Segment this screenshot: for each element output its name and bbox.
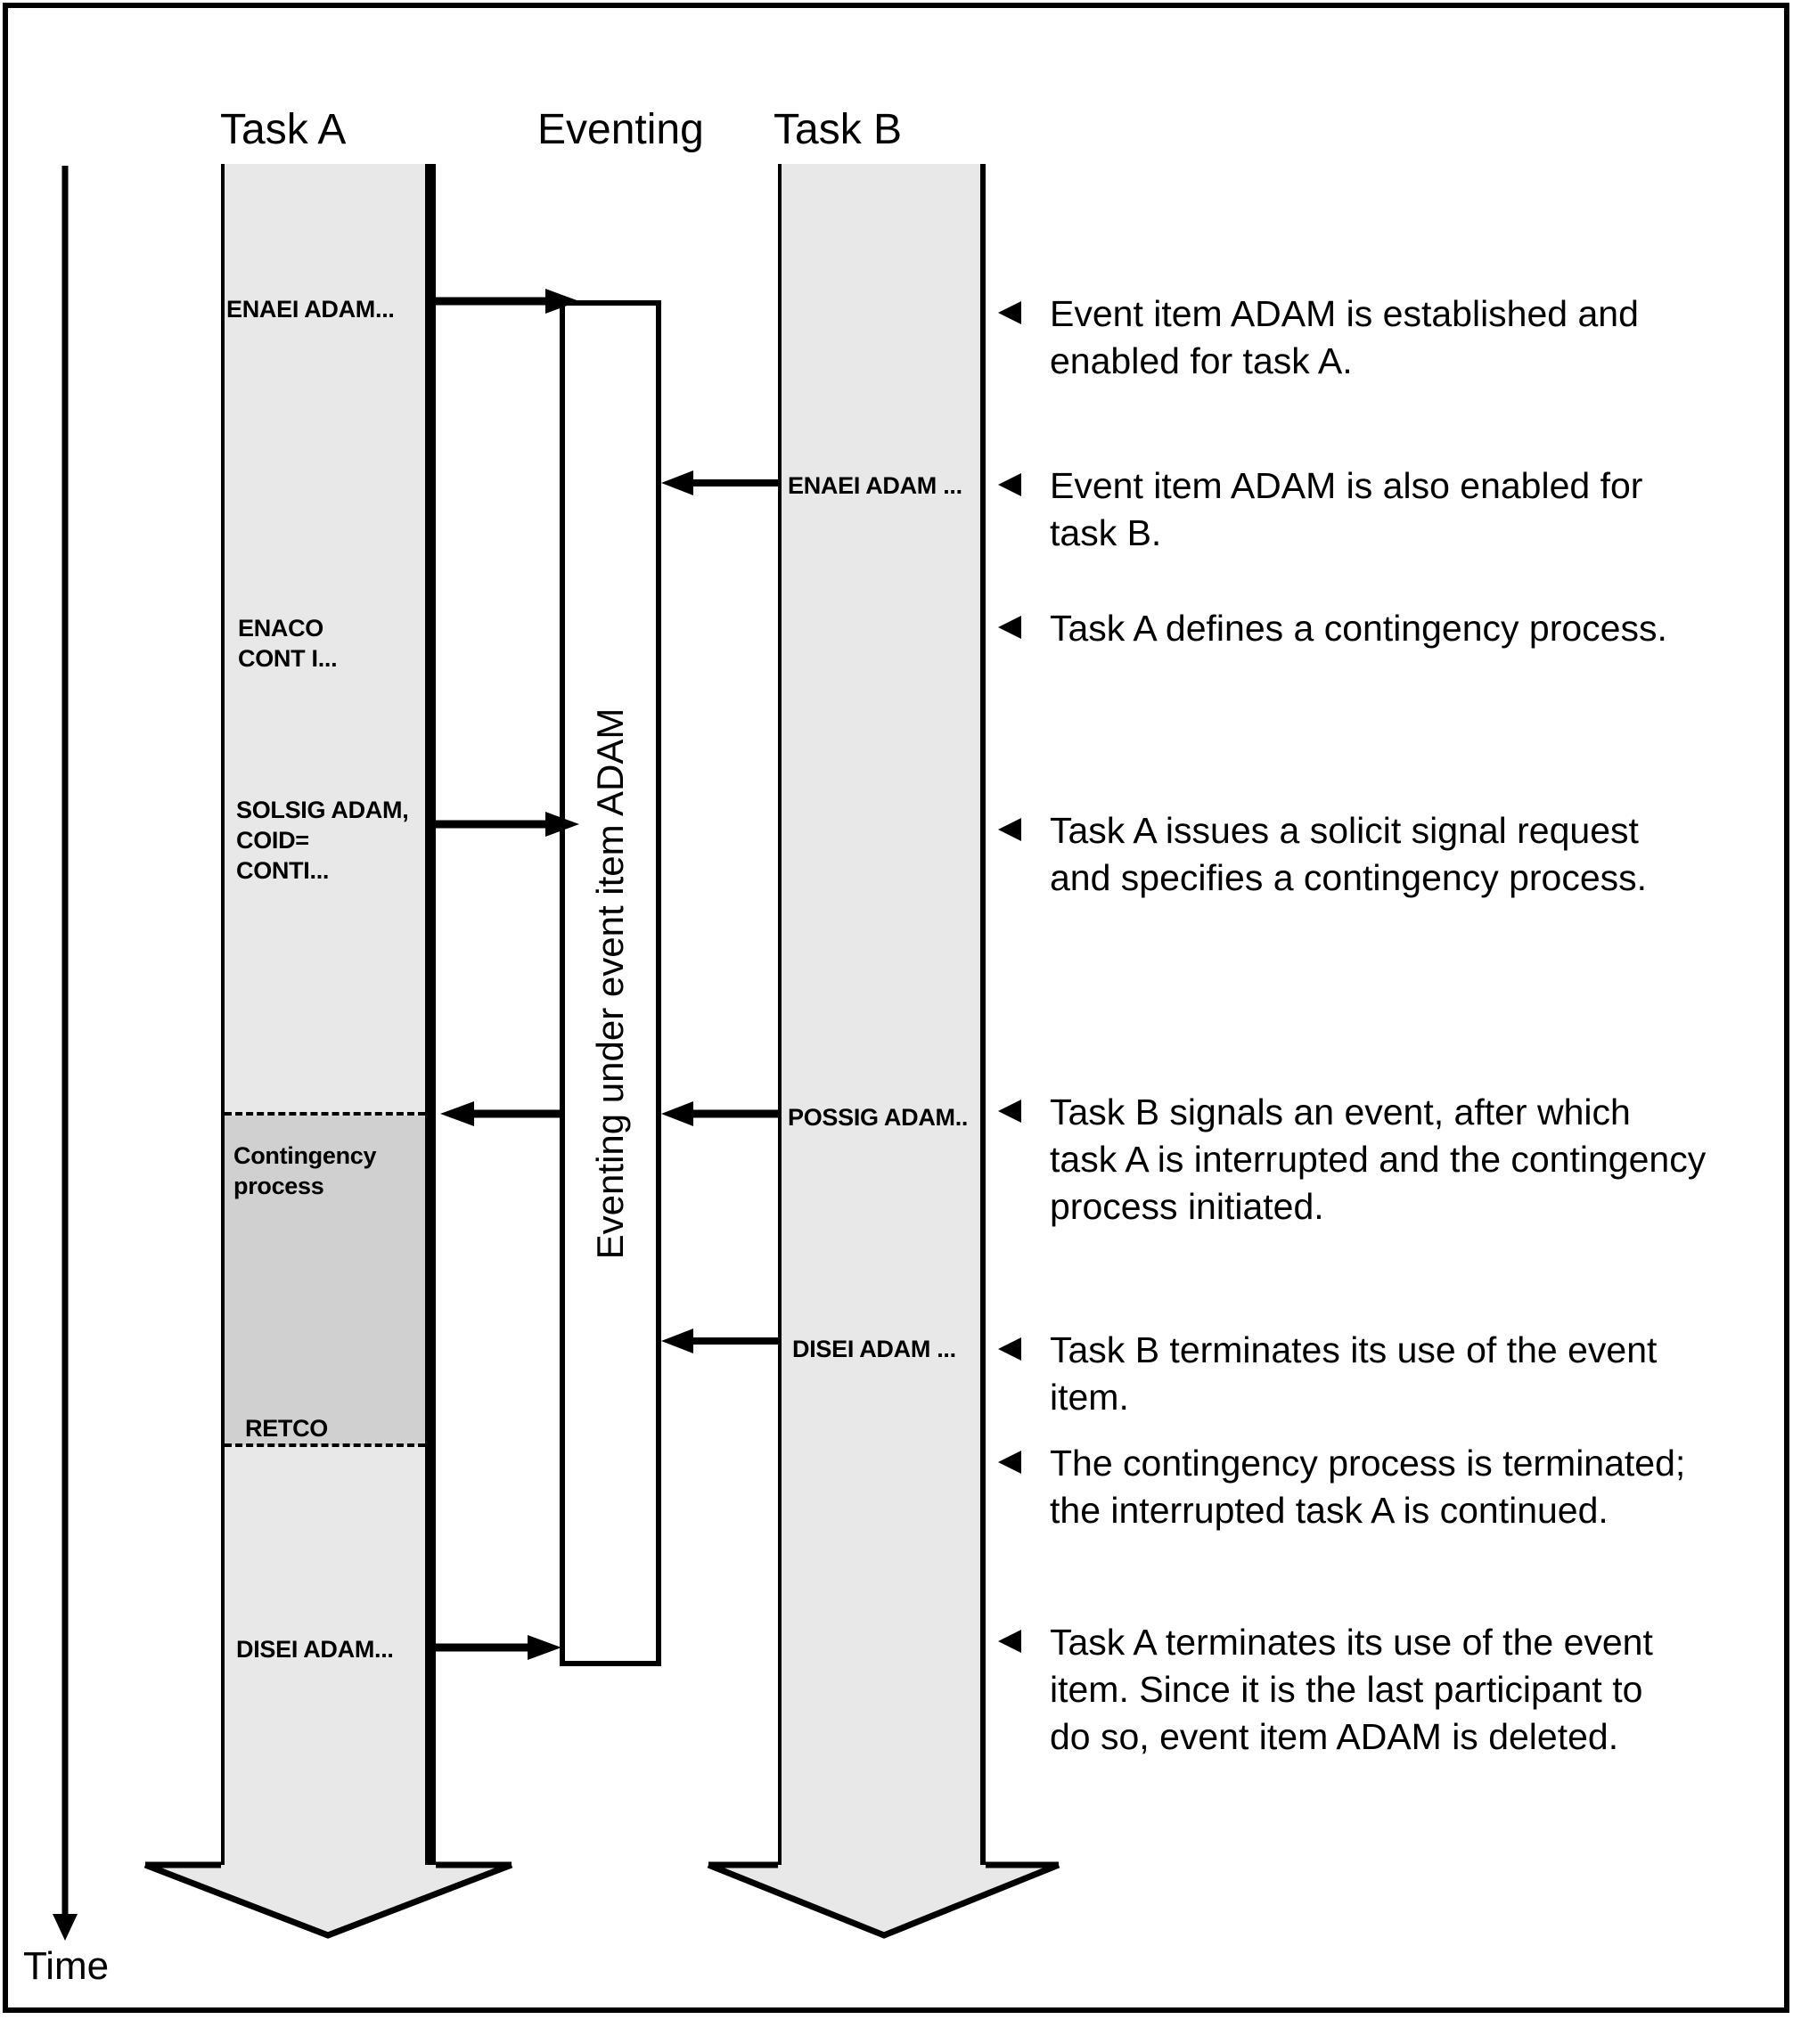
annotation-8-line3: do so, event item ADAM is deleted. [1050,1716,1619,1757]
annotation-2-line2: task B. [1050,512,1162,553]
annotation-4-line2: and specifies a contingency process. [1050,857,1648,898]
annotation-3-line1: Task A defines a contingency process. [1050,608,1667,649]
label-possig-task-b: POSSIG ADAM.. [788,1104,969,1131]
label-disei-task-a: DISEI ADAM... [236,1636,394,1663]
annotation-5-line1: Task B signals an event, after which [1050,1091,1631,1132]
time-axis-label: Time [23,1944,110,1988]
annotation-1-line2: enabled for task A. [1050,340,1353,381]
label-disei-task-b: DISEI ADAM ... [792,1336,956,1362]
annotation-7-line2: the interrupted task A is continued. [1050,1490,1609,1531]
label-solsig-line1: SOLSIG ADAM, [236,797,409,823]
label-solsig-line2: COID= [236,827,309,854]
label-solsig-line3: CONTI... [236,857,330,884]
annotation-7-line1: The contingency process is terminated; [1050,1443,1686,1484]
eventing-box-label: Eventing under event item ADAM [589,707,631,1259]
page-frame-border [3,3,1789,2013]
task-b-header: Task B [774,106,903,153]
annotation-8-line1: Task A terminates its use of the event [1050,1622,1653,1663]
label-enaco-line2: CONT I... [238,645,338,672]
annotation-4-line1: Task A issues a solicit signal request [1050,810,1639,851]
eventing-header: Eventing [537,106,704,153]
label-enaco-line1: ENACO [238,615,324,642]
label-contingency-line1: Contingency [233,1142,377,1169]
annotation-2-line1: Event item ADAM is also enabled for [1050,465,1643,506]
annotation-5-line3: process initiated. [1050,1186,1324,1227]
annotation-1-line1: Event item ADAM is established and [1050,293,1639,334]
annotation-5-line2: task A is interrupted and the contingency [1050,1139,1707,1180]
annotation-6-line1: Task B terminates its use of the event [1050,1329,1658,1370]
annotation-8-line2: item. Since it is the last participant to [1050,1669,1643,1710]
label-retco: RETCO [245,1415,329,1442]
label-enaei-task-b: ENAEI ADAM ... [788,472,962,499]
task-a-header: Task A [220,106,347,153]
label-contingency-line2: process [233,1173,324,1199]
label-enaei-task-a: ENAEI ADAM... [226,296,395,323]
annotation-6-line2: item. [1050,1377,1129,1418]
